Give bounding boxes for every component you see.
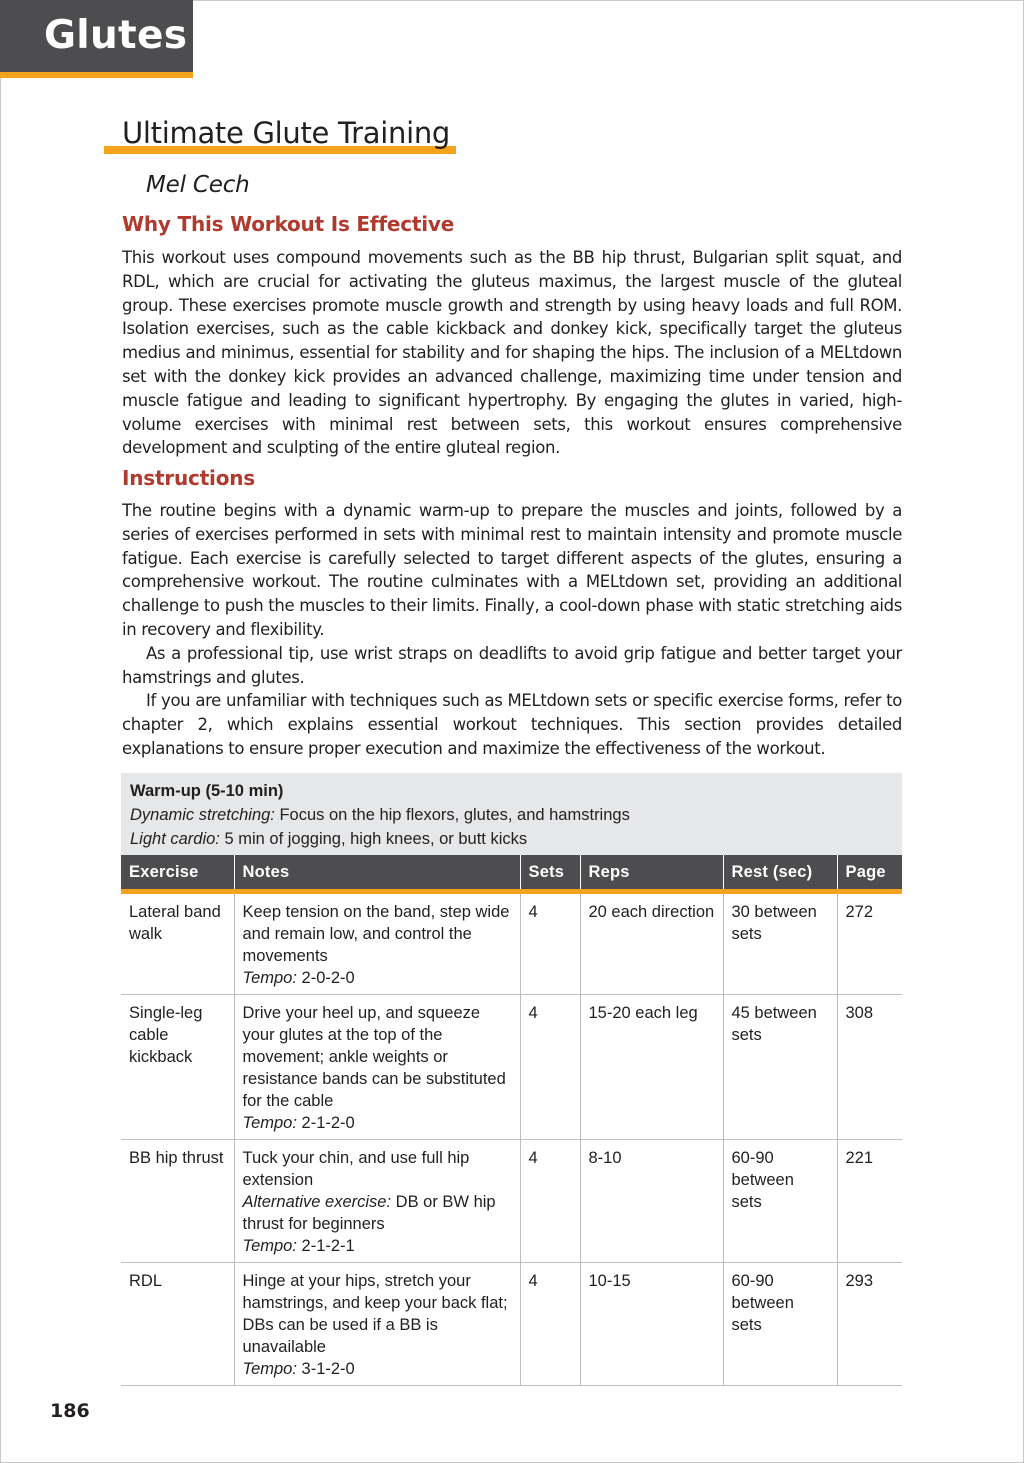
table-row	[121, 995, 902, 1140]
header-page: Page	[837, 855, 902, 892]
workout-title: Ultimate Glute Training	[122, 116, 451, 150]
notes-text: Hinge at your hips, stretch your hamstrings, and keep your back flat; DBs can be used if a BB is unavailable	[242, 1272, 508, 1356]
warmup-cardio-text: 5 min of jogging, high knees, or butt kicks	[219, 830, 528, 848]
instructions-heading: Instructions	[122, 466, 256, 490]
sets-cell: 4	[520, 1263, 580, 1386]
why-body	[122, 246, 902, 460]
table-row	[121, 892, 902, 995]
tempo-value: 3-1-2-0	[296, 1360, 355, 1378]
tempo-line	[243, 1358, 512, 1380]
header-exercise: Exercise	[121, 855, 234, 892]
exercise-cell: BB hip thrust	[121, 1140, 234, 1263]
reps-cell: 10-15	[580, 1263, 723, 1386]
why-paragraph: This workout uses compound movements such as the BB hip thrust, Bulgarian split squat, and RDL, which are crucial for activating the gluteus maximus, the largest muscle of the gluteal group. These exercises promote muscle growth and strength by using heavy loads and full ROM. Isolation exercises, such as the cable kickback and donkey kick, specifically target the gluteus medius and minimus, essential for stability and for shaping the hips. The inclusion of a MELtdown set with the donkey kick provides an advanced challenge, maximizing time under tension and muscle fatigue and leading to significant hypertrophy. By engaging the glutes in varied, high-volume exercises with minimal rest between sets, this workout ensures comprehensive development and sculpting of the entire gluteal region.	[122, 248, 902, 458]
reps-cell: 8-10	[580, 1140, 723, 1263]
page-cell: 293	[837, 1263, 902, 1386]
tempo-line	[243, 967, 512, 989]
sets-cell: 4	[520, 892, 580, 995]
warmup-cell	[121, 773, 902, 855]
alternative-line	[243, 1191, 512, 1235]
notes-text: Drive your heel up, and squeeze your glutes at the top of the movement; ankle weights or resistance bands can be substituted for the cable	[242, 1004, 506, 1110]
page-number: 186	[50, 1400, 90, 1422]
warmup-stretching-label: Dynamic stretching:	[130, 806, 275, 824]
tempo-line	[243, 1235, 512, 1257]
instructions-paragraph-1: The routine begins with a dynamic warm-up to prepare the muscles and joints, followed by a series of exercises performed in sets with minimal rest to maintain intensity and promote muscle fatigue. Each exercise is carefully selected to target different aspects of the glutes, ensuring a comprehensive workout. The routine culminates with a MELtdown set, providing an additional challenge to push the muscles to their limits. Finally, a cool-down phase with static stretching aids in recovery and flexibility.	[122, 501, 902, 639]
notes-cell	[234, 1263, 520, 1386]
table-row	[121, 1140, 902, 1263]
tempo-label: Tempo:	[242, 969, 297, 987]
page-cell: 221	[837, 1140, 902, 1263]
table-header-row	[121, 855, 902, 892]
rest-cell: 60-90 between sets	[723, 1140, 837, 1263]
page-cell: 272	[837, 892, 902, 995]
notes-text: Keep tension on the band, step wide and remain low, and control the movements	[242, 903, 510, 965]
warmup-cardio-label: Light cardio:	[130, 830, 220, 848]
sets-cell: 4	[520, 1140, 580, 1263]
table-row	[121, 1263, 902, 1386]
exercise-cell: Lateral band walk	[121, 892, 234, 995]
instructions-paragraph-2: As a professional tip, use wrist straps on deadlifts to avoid grip fatigue and better target your hamstrings and glutes.	[122, 643, 902, 687]
alternative-label: Alternative exercise:	[242, 1193, 392, 1211]
header-notes: Notes	[234, 855, 520, 892]
chapter-tab-label: Glutes	[44, 13, 188, 58]
tempo-value: 2-1-2-0	[296, 1114, 355, 1132]
tempo-value: 2-1-2-1	[296, 1237, 355, 1255]
why-heading: Why This Workout Is Effective	[122, 212, 455, 236]
tempo-label: Tempo:	[242, 1114, 297, 1132]
exercise-cell: RDL	[121, 1263, 234, 1386]
rest-cell: 45 between sets	[723, 995, 837, 1140]
alternative-value: DB or BW hip thrust for beginners	[242, 1193, 496, 1233]
tempo-line	[243, 1112, 512, 1134]
notes-cell	[234, 995, 520, 1140]
workout-table	[121, 773, 902, 1386]
page-cell: 308	[837, 995, 902, 1140]
warmup-row	[121, 773, 902, 855]
warmup-line-cardio	[130, 827, 893, 851]
tempo-value: 2-0-2-0	[296, 969, 355, 987]
header-rest: Rest (sec)	[723, 855, 837, 892]
notes-text: Tuck your chin, and use full hip extension	[242, 1149, 470, 1189]
chapter-tab	[0, 0, 193, 78]
notes-cell	[234, 892, 520, 995]
rest-cell: 30 between sets	[723, 892, 837, 995]
tempo-label: Tempo:	[242, 1360, 297, 1378]
sets-cell: 4	[520, 995, 580, 1140]
reps-cell: 15-20 each leg	[580, 995, 723, 1140]
warmup-line-stretching	[130, 803, 893, 827]
instructions-body	[122, 499, 902, 761]
reps-cell: 20 each direction	[580, 892, 723, 995]
exercise-cell: Single-leg cable kickback	[121, 995, 234, 1140]
notes-cell	[234, 1140, 520, 1263]
header-reps: Reps	[580, 855, 723, 892]
warmup-title: Warm-up (5-10 min)	[130, 782, 284, 800]
instructions-paragraph-3: If you are unfamiliar with techniques such as MELtdown sets or specific exercise forms, refer to chapter 2, which explains essential workout techniques. This section provides detailed explanations to ensure proper execution and maximize the effectiveness of the workout.	[122, 691, 902, 758]
warmup-stretching-text: Focus on the hip flexors, glutes, and hamstrings	[274, 806, 630, 824]
header-sets: Sets	[520, 855, 580, 892]
rest-cell: 60-90 between sets	[723, 1263, 837, 1386]
author-name: Mel Cech	[146, 172, 250, 198]
tempo-label: Tempo:	[242, 1237, 297, 1255]
